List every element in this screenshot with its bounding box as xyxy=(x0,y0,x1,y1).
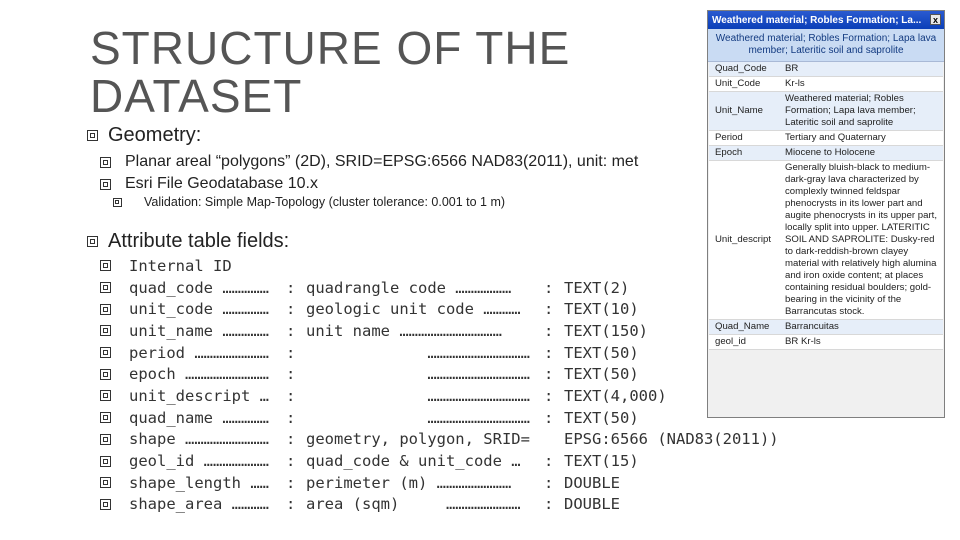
field-name: epoch ……………………… xyxy=(129,365,269,384)
attribute-value: BR Kr-ls xyxy=(785,336,821,347)
attribute-key: Quad_Name xyxy=(715,321,770,332)
geometry-heading xyxy=(87,124,201,147)
attribute-value: Tertiary and Quaternary xyxy=(785,132,886,143)
field-row xyxy=(100,494,779,516)
field-name: geol_id ………………… xyxy=(129,452,269,471)
attribute-key: Epoch xyxy=(715,147,743,158)
field-description: unit name …………………………… xyxy=(306,321,502,340)
field-type: TEXT(15) xyxy=(564,452,639,471)
field-separator: : xyxy=(544,473,554,492)
field-separator: : xyxy=(286,300,296,319)
attribute-key: Period xyxy=(715,132,743,143)
title-line-2: DATASET xyxy=(90,70,303,122)
field-row xyxy=(100,363,779,385)
checkbox-bullet-icon xyxy=(100,499,111,510)
field-separator: : xyxy=(286,343,296,362)
checkbox-bullet-icon xyxy=(100,434,111,445)
field-name: unit_name …………… xyxy=(129,321,269,340)
field-separator: : xyxy=(286,408,296,427)
checkbox-bullet-icon xyxy=(100,282,111,293)
field-type: TEXT(4,000) xyxy=(564,386,667,405)
field-name: period …………………… xyxy=(129,343,269,362)
attribute-field-list xyxy=(100,255,779,515)
field-separator: : xyxy=(544,365,554,384)
checkbox-bullet-icon xyxy=(100,179,111,190)
field-row xyxy=(100,407,779,429)
checkbox-bullet-icon xyxy=(100,304,111,315)
field-separator: : xyxy=(544,278,554,297)
title-line-1: STRUCTURE OF THE xyxy=(90,22,571,74)
field-type: TEXT(10) xyxy=(564,300,639,319)
field-separator: : xyxy=(286,452,296,471)
field-type: TEXT(50) xyxy=(564,408,639,427)
field-row xyxy=(100,429,779,451)
field-description: …………………………… xyxy=(306,408,530,427)
field-description: area (sqm) …………………… xyxy=(306,495,521,514)
attribute-value: Miocene to Holocene xyxy=(785,147,876,158)
field-name: quad_code …………… xyxy=(129,278,269,297)
field-separator: : xyxy=(286,321,296,340)
attributes-heading xyxy=(87,230,289,253)
checkbox-bullet-icon xyxy=(87,130,98,141)
attribute-row xyxy=(709,320,943,335)
field-row xyxy=(100,298,779,320)
field-separator: : xyxy=(286,365,296,384)
field-separator: : xyxy=(286,386,296,405)
field-description: …………………………… xyxy=(306,365,530,384)
geometry-sub-item-text: Validation: Simple Map-Topology (cluster tolerance: 0.001 to 1 m) xyxy=(144,195,506,209)
checkbox-bullet-icon xyxy=(100,157,111,168)
identify-feature-header: Weathered material; Robles Formation; Lapa lava member; Lateritic soil and saprolite xyxy=(708,29,944,62)
field-description: perimeter (m) …………………… xyxy=(306,473,512,492)
attribute-row xyxy=(709,161,943,320)
field-type: TEXT(2) xyxy=(564,278,630,297)
field-description: geometry, polygon, SRID= xyxy=(306,430,530,449)
checkbox-bullet-icon xyxy=(100,325,111,336)
attribute-value: Barrancuitas xyxy=(785,321,839,332)
field-name: shape_area ………… xyxy=(129,495,269,514)
attribute-key: Unit_Code xyxy=(715,78,761,89)
field-type: TEXT(50) xyxy=(564,343,639,362)
field-separator: : xyxy=(544,408,554,427)
page-title xyxy=(90,24,570,120)
attribute-value: Generally bluish-black to medium-dark-gray lava characterized by complexly twinned feldspar phenocrysts in its lower part and augite phenocrysts in its upper part, locally split into upper. LATERITIC SOIL AND SAPROLITE: Dusky-red to dark-reddish-brown clayey material with relatively high alumina and iron oxide content; at places containing residual boulders; gold-bearing in the vicinity of the Barrancutas stock. xyxy=(785,162,937,317)
field-description: quad_code & unit_code … xyxy=(306,452,521,471)
field-name: Internal ID xyxy=(129,256,232,275)
geometry-heading-text: Geometry: xyxy=(108,124,202,146)
attributes-heading-text: Attribute table fields: xyxy=(108,230,290,252)
field-name: shape ……………………… xyxy=(129,430,269,449)
field-row xyxy=(100,342,779,364)
identify-window xyxy=(707,10,945,418)
field-description: geologic unit code ………… xyxy=(306,300,521,319)
field-description: …………………………… xyxy=(306,386,530,405)
geometry-item-text: Planar areal “polygons” (2D), SRID=EPSG:6566 NAD83(2011), unit: met xyxy=(125,153,639,170)
attribute-key: geol_id xyxy=(715,336,746,347)
field-name: unit_code …………… xyxy=(129,300,269,319)
field-row xyxy=(100,255,779,277)
checkbox-bullet-icon xyxy=(100,369,111,380)
attribute-row xyxy=(709,77,943,92)
geometry-item-1 xyxy=(100,153,638,171)
field-separator: : xyxy=(544,386,554,405)
geometry-item-text: Esri File Geodatabase 10.x xyxy=(125,175,318,192)
identify-window-title: Weathered material; Robles Formation; La... xyxy=(712,14,922,26)
close-icon[interactable]: x xyxy=(930,14,941,25)
field-separator: : xyxy=(544,495,554,514)
field-description: quadrangle code ……………… xyxy=(306,278,512,297)
attribute-value: BR xyxy=(785,63,799,74)
field-row xyxy=(100,385,779,407)
field-separator: : xyxy=(286,278,296,297)
field-type: TEXT(50) xyxy=(564,365,639,384)
attribute-key: Quad_Code xyxy=(715,63,767,74)
field-row xyxy=(100,320,779,342)
field-row xyxy=(100,277,779,299)
checkbox-bullet-icon xyxy=(100,412,111,423)
checkbox-bullet-icon xyxy=(100,390,111,401)
attribute-row xyxy=(709,335,943,350)
field-type: DOUBLE xyxy=(564,473,620,492)
field-type: TEXT(150) xyxy=(564,321,648,340)
attribute-row xyxy=(709,92,943,131)
identify-attribute-table xyxy=(709,62,943,350)
identify-window-titlebar[interactable] xyxy=(708,11,944,29)
field-description: …………………………… xyxy=(306,343,530,362)
checkbox-bullet-icon xyxy=(100,347,111,358)
field-separator: : xyxy=(286,473,296,492)
attribute-row xyxy=(709,131,943,146)
checkbox-bullet-icon xyxy=(100,260,111,271)
checkbox-bullet-icon xyxy=(113,198,122,207)
field-type: EPSG:6566 (NAD83(2011)) xyxy=(564,430,779,449)
field-separator: : xyxy=(544,300,554,319)
field-separator: : xyxy=(286,430,296,449)
field-name: quad_name …………… xyxy=(129,408,269,427)
attribute-key: Unit_Name xyxy=(715,105,763,116)
field-row xyxy=(100,450,779,472)
attribute-row xyxy=(709,146,943,161)
attribute-row xyxy=(709,62,943,77)
field-row xyxy=(100,472,779,494)
field-separator: : xyxy=(544,343,554,362)
field-separator: : xyxy=(544,321,554,340)
attribute-value: Weathered material; Robles Formation; Lapa lava member; Lateritic soil and saprolite xyxy=(785,93,916,128)
checkbox-bullet-icon xyxy=(100,477,111,488)
field-separator: : xyxy=(286,495,296,514)
attribute-value: Kr-ls xyxy=(785,78,805,89)
field-separator: : xyxy=(544,452,554,471)
checkbox-bullet-icon xyxy=(87,236,98,247)
attribute-key: Unit_descript xyxy=(715,234,771,245)
geometry-item-2 xyxy=(100,175,318,193)
field-type: DOUBLE xyxy=(564,495,620,514)
geometry-sub-item xyxy=(113,195,505,209)
field-name: shape_length …… xyxy=(129,473,269,492)
checkbox-bullet-icon xyxy=(100,456,111,467)
field-name: unit_descript … xyxy=(129,386,269,405)
